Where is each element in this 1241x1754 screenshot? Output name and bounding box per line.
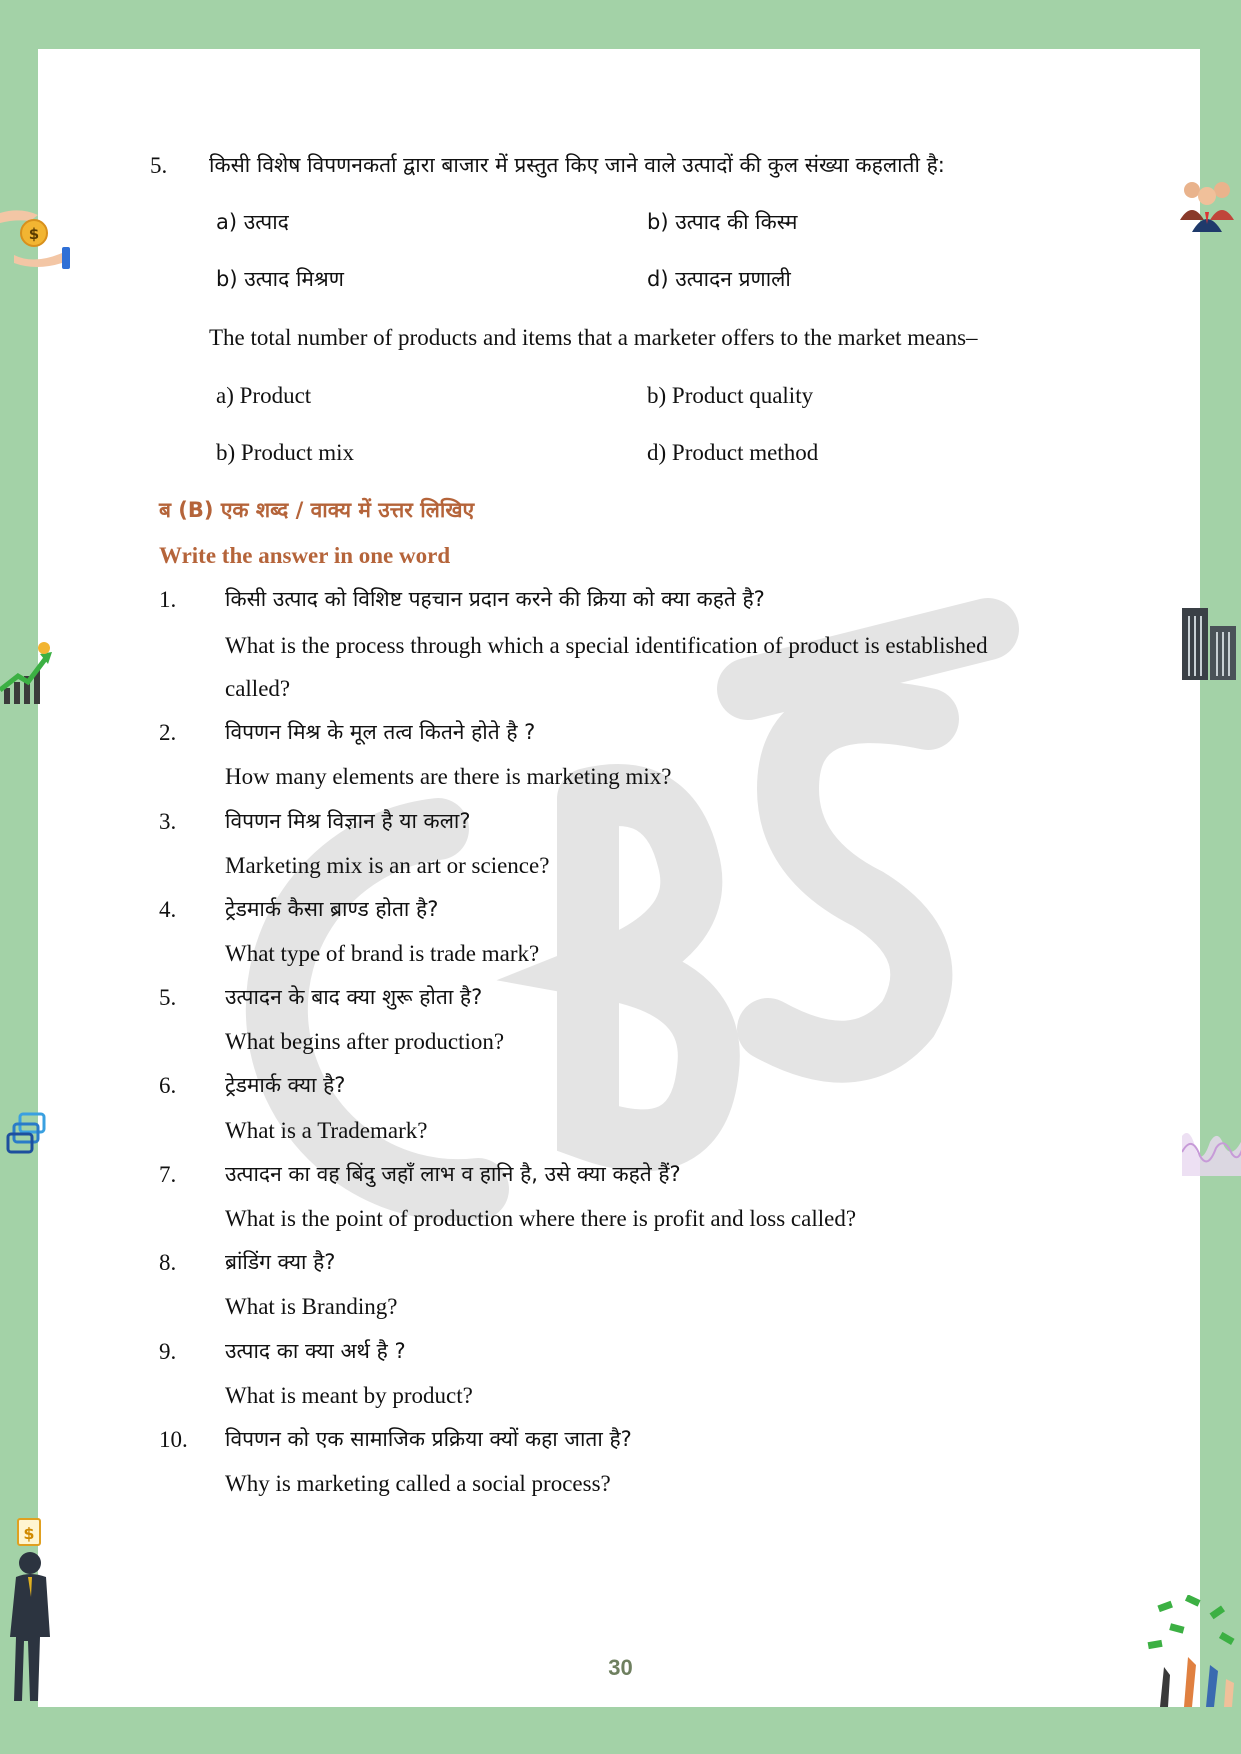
q5-english-text: The total number of products and items that a marketer offers to the market means– bbox=[209, 325, 978, 350]
svg-text:$: $ bbox=[23, 1524, 35, 1543]
svg-text:$: $ bbox=[28, 225, 40, 243]
team-icon bbox=[1178, 178, 1238, 234]
q5-en-option-a: a) Product bbox=[216, 383, 312, 408]
money-hands-icon bbox=[1140, 1595, 1240, 1707]
question-6-hindi: ट्रेडमार्क क्या है? bbox=[225, 1073, 346, 1097]
q5-hi-option-d: d) उत्पादन प्रणाली bbox=[647, 267, 791, 291]
question-8-english: What is Branding? bbox=[225, 1294, 398, 1319]
q5-en-option-d: d) Product method bbox=[647, 440, 819, 465]
question-7-hindi: उत्पादन का वह बिंदु जहाँ लाभ व हानि है, उसे क्या कहते हैं? bbox=[225, 1162, 681, 1186]
page-number: 30 bbox=[608, 1655, 633, 1680]
coin-hand-icon bbox=[0, 205, 74, 273]
question-1-hindi: किसी उत्पाद को विशिष्ट पहचान प्रदान करने की क्रिया को क्या कहते है? bbox=[225, 587, 765, 611]
question-7-number: 7. bbox=[159, 1162, 177, 1187]
q5-hindi-text: किसी विशेष विपणनकर्ता द्वारा बाजार में प्रस्तुत किए जाने वाले उत्पादों की कुल संख्या कहलाती है: bbox=[209, 153, 945, 177]
question-4-number: 4. bbox=[159, 897, 177, 922]
question-6-english: What is a Trademark? bbox=[225, 1118, 428, 1143]
section-b-heading-english: Write the answer in one word bbox=[159, 543, 451, 568]
question-5-number: 5. bbox=[159, 985, 177, 1010]
question-3-hindi: विपणन मिश्र विज्ञान है या कला? bbox=[225, 809, 471, 833]
question-3-number: 3. bbox=[159, 809, 177, 834]
question-10-number: 10. bbox=[159, 1427, 188, 1452]
question-2-hindi: विपणन मिश्र के मूल तत्व कितने होते है ? bbox=[225, 720, 536, 744]
businessman-icon bbox=[8, 1517, 60, 1707]
question-1-english-cont: called? bbox=[225, 676, 291, 701]
building-icon bbox=[1180, 602, 1240, 680]
question-8-number: 8. bbox=[159, 1250, 177, 1275]
q5-en-option-c: b) Product mix bbox=[216, 440, 354, 465]
question-9-number: 9. bbox=[159, 1339, 177, 1364]
question-2-number: 2. bbox=[159, 720, 177, 745]
question-6-number: 6. bbox=[159, 1073, 177, 1098]
question-3-english: Marketing mix is an art or science? bbox=[225, 853, 550, 878]
question-4-hindi: ट्रेडमार्क कैसा ब्राण्ड होता है? bbox=[225, 897, 439, 921]
question-1-english: What is the process through which a special identification of product is established bbox=[225, 633, 988, 658]
page-sheet bbox=[38, 49, 1200, 1707]
question-8-hindi: ब्रांडिंग क्या है? bbox=[225, 1250, 336, 1274]
question-1-number: 1. bbox=[159, 587, 177, 612]
question-9-hindi: उत्पाद का क्या अर्थ है ? bbox=[225, 1339, 406, 1363]
question-5-english: What begins after production? bbox=[225, 1029, 505, 1054]
wave-chart-icon bbox=[1182, 1126, 1241, 1176]
question-7-english: What is the point of production where there is profit and loss called? bbox=[225, 1206, 857, 1231]
stacked-cards-icon bbox=[4, 1110, 48, 1158]
question-10-hindi: विपणन को एक सामाजिक प्रक्रिया क्यों कहा जाता है? bbox=[225, 1427, 632, 1451]
question-4-english: What type of brand is trade mark? bbox=[225, 941, 540, 966]
q5-hi-option-c: b) उत्पाद मिश्रण bbox=[216, 267, 344, 291]
question-10-english: Why is marketing called a social process? bbox=[225, 1471, 611, 1496]
q5-number: 5. bbox=[150, 153, 168, 178]
q5-en-option-b: b) Product quality bbox=[647, 383, 814, 408]
question-5-hindi: उत्पादन के बाद क्या शुरू होता है? bbox=[225, 985, 483, 1009]
growth-chart-icon bbox=[0, 640, 58, 706]
question-2-english: How many elements are there is marketing mix? bbox=[225, 764, 672, 789]
section-b-heading-hindi: ब (B) एक शब्द / वाक्य में उत्तर लिखिए bbox=[159, 498, 475, 522]
question-9-english: What is meant by product? bbox=[225, 1383, 473, 1408]
q5-hi-option-b: b) उत्पाद की किस्म bbox=[647, 210, 798, 234]
q5-hi-option-a: a) उत्पाद bbox=[216, 210, 289, 234]
